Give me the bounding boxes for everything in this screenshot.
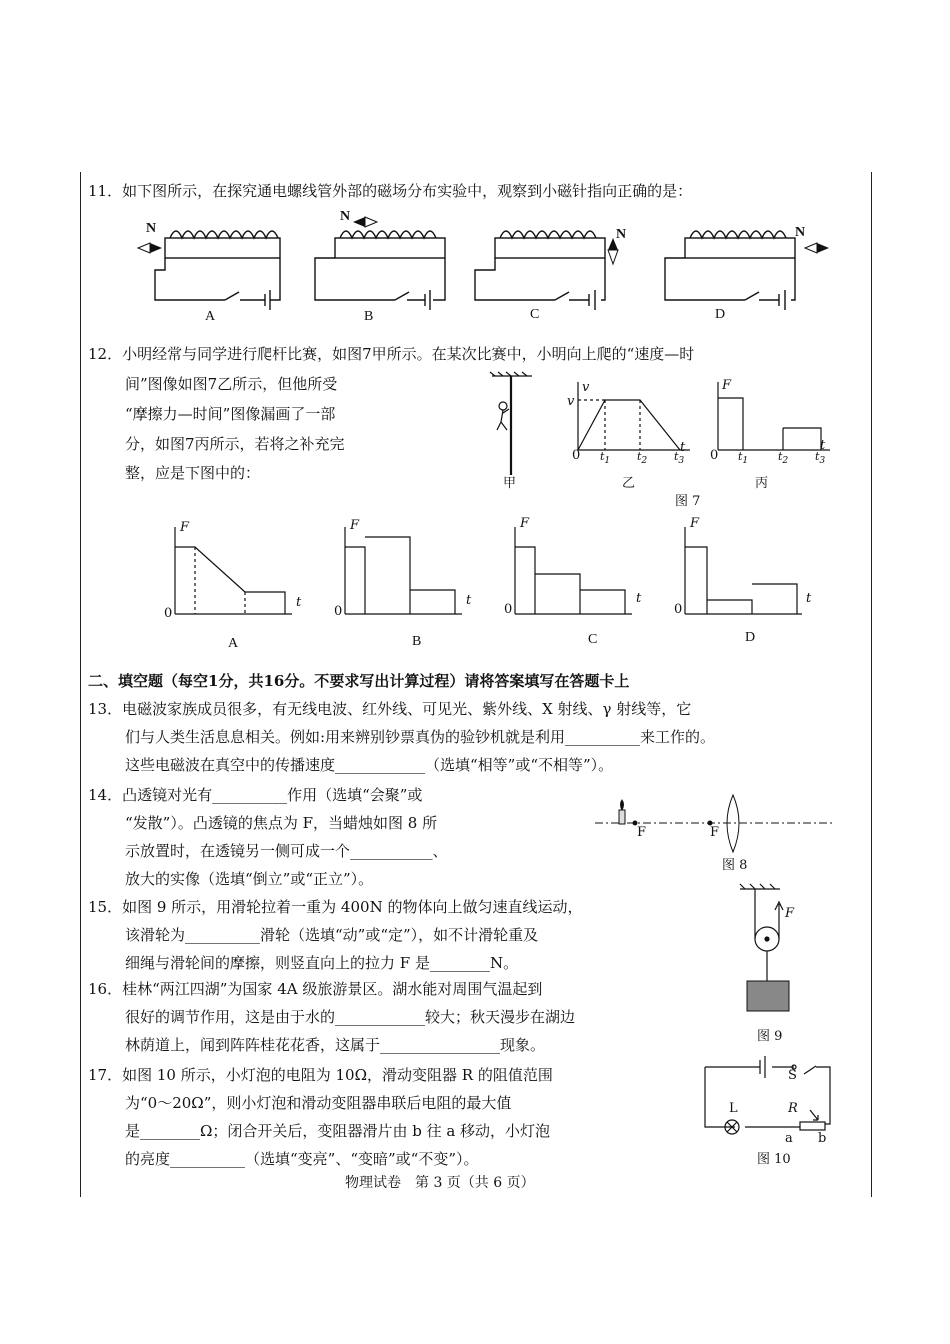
- q11-option-b: B: [364, 309, 374, 324]
- fig7-caption: 图 7: [675, 494, 701, 509]
- q14-line-3: 示放置时，在透镜另一侧可成一个___________、: [125, 842, 448, 860]
- q12-graph-c-origin: 0: [504, 602, 513, 617]
- q17-line-3: 是________Ω；闭合开关后，变阻器滑片由 b 往 a 移动，小灯泡: [125, 1122, 551, 1140]
- fig7-label-yi: 乙: [622, 476, 636, 491]
- q12-graph-c-f: F: [520, 516, 530, 531]
- fig7-yi-v-level: v: [567, 394, 575, 409]
- fig10-switch-label: S: [788, 1068, 797, 1083]
- q12-line-5: 整，应是下图中的：: [125, 464, 261, 482]
- q12-line-4: 分，如图7丙所示，若将之补充完: [125, 435, 345, 453]
- q16-line-3: 林荫道上，闻到阵阵桂花花香，这属于________________现象。: [125, 1036, 546, 1054]
- q17-line-1: 17．如图 10 所示，小灯泡的电阻为 10Ω，滑动变阻器 R 的阻值范围: [88, 1066, 553, 1084]
- fig9-force-label: F: [785, 906, 795, 921]
- q13-line-2: 们与人类生活息息相关。例如:用来辨别钞票真伪的验钞机就是利用__________来工作的。: [125, 728, 716, 746]
- solenoid-c: [475, 231, 605, 310]
- q12-graph-b-f: F: [350, 518, 360, 533]
- fig10-caption: 图 10: [757, 1152, 791, 1167]
- solenoid-d: [665, 231, 795, 310]
- q14-line-1: 14．凸透镜对光有__________作用（选填“会聚”或: [88, 786, 423, 804]
- fig7-bing-t2: $t_2$: [778, 450, 789, 467]
- fig10-resistor-label: R: [788, 1101, 798, 1116]
- compass-needle-d: [805, 243, 829, 253]
- north-label-a: N: [146, 221, 157, 236]
- q15-line-1: 15．如图 9 所示，用滑轮拉着一重为 400N 的物体向上做匀速直线运动，: [88, 898, 583, 916]
- q12-graph-a: [175, 527, 292, 614]
- fig8-caption: 图 8: [722, 858, 748, 873]
- q12-graph-b-t: t: [466, 593, 472, 608]
- q12-graph-b-origin: 0: [334, 604, 343, 619]
- q12-graph-d-origin: 0: [674, 602, 683, 617]
- q12-graph-a-t: t: [296, 595, 302, 610]
- q12-option-a: A: [228, 636, 239, 651]
- q11-option-d: D: [715, 307, 726, 322]
- page-footer: 物理试卷 第 3 页（共 6 页）: [345, 1175, 535, 1191]
- compass-needle-a: [138, 243, 162, 253]
- q12-option-graphs: [170, 522, 820, 632]
- q11-text: 11．如下图所示，在探究通电螺线管外部的磁场分布实验中，观察到小磁针指向正确的是：: [88, 182, 693, 200]
- q12-line-3: “摩擦力—时间”图像漏画了一部: [125, 405, 336, 423]
- q12-graph-d-f: F: [690, 516, 700, 531]
- q12-graph-b: [345, 527, 462, 614]
- q13-line-3: 这些电磁波在真空中的传播速度____________（选填“相等”或“不相等”）。: [125, 756, 614, 774]
- q12-graph-a-origin: 0: [164, 606, 173, 621]
- q12-line-2: 间”图像如图7乙所示，但他所受: [125, 375, 338, 393]
- fig7-bing-t1: $t_1$: [738, 450, 749, 467]
- solenoid-a: [155, 231, 280, 310]
- q14-line-2: “发散”）。凸透镜的焦点为 F，当蜡烛如图 8 所: [125, 814, 438, 832]
- fig7-jia-pole: [487, 373, 537, 478]
- fig8-focus-right-label: F: [710, 825, 720, 840]
- q17-line-2: 为“0～20Ω”，则小灯泡和滑动变阻器串联后电阻的最大值: [125, 1094, 512, 1112]
- fig7-yi-t2: $t_2$: [637, 450, 648, 467]
- fig7-bing-force-graph: [715, 380, 835, 460]
- section-2-heading: 二、填空题（每空1分，共16分。不要求写出计算过程）请将答案填写在答题卡上: [88, 672, 630, 690]
- fig7-bing-f-axis: F: [722, 378, 732, 393]
- fig7-yi-v-axis: v: [582, 380, 590, 395]
- q12-line-1: 12．小明经常与同学进行爬杆比赛，如图7甲所示。在某次比赛中，小明向上爬的“速度—时: [88, 345, 695, 363]
- fig8-lens-diagram: [595, 790, 845, 860]
- q15-line-2: 该滑轮为__________滑轮（选填“动”或“定”），如不计滑轮重及: [125, 926, 539, 944]
- fig7-bing-origin: 0: [710, 448, 719, 463]
- q16-line-2: 很好的调节作用，这是由于水的____________较大；秋天漫步在湖边: [125, 1008, 576, 1026]
- fig9-pulley: [735, 884, 815, 1024]
- q12-graph-a-f: F: [180, 520, 190, 535]
- fig10-end-b: b: [818, 1131, 827, 1146]
- fig7-yi-t-axis: t: [680, 440, 686, 455]
- q12-option-c: C: [588, 632, 598, 647]
- q17-line-4: 的亮度__________（选填“变亮”、“变暗”或“不变”）。: [125, 1150, 479, 1168]
- q13-line-1: 13．电磁波家族成员很多，有无线电波、红外线、可见光、紫外线、X 射线、γ 射线等，它: [88, 700, 692, 718]
- q12-graph-d: [685, 527, 802, 614]
- q15-line-3: 细绳与滑轮间的摩擦，则竖直向上的拉力 F 是________N。: [125, 954, 519, 972]
- fig7-yi-origin: 0: [572, 448, 581, 463]
- fig7-yi-t3: $t_3$: [674, 450, 685, 467]
- q11-figures: [110, 208, 870, 348]
- fig7-yi-t1: $t_1$: [600, 450, 611, 467]
- compass-needle-b: [353, 217, 377, 227]
- fig9-caption: 图 9: [757, 1029, 783, 1044]
- q12-option-d: D: [745, 630, 756, 645]
- q12-graph-c-t: t: [636, 591, 642, 606]
- q12-graph-d-t: t: [806, 591, 812, 606]
- q14-line-4: 放大的实像（选填“倒立”或“正立”）。: [125, 870, 374, 888]
- q11-option-a: A: [205, 309, 216, 324]
- q11-option-c: C: [530, 307, 540, 322]
- q12-graph-c: [515, 527, 632, 614]
- north-label-d: N: [795, 225, 806, 240]
- north-label-c: N: [616, 227, 627, 242]
- q16-line-1: 16．桂林“两江四湖”为国家 4A 级旅游景区。湖水能对周围气温起到: [88, 980, 543, 998]
- fig10-end-a: a: [785, 1131, 793, 1146]
- solenoid-b: [315, 231, 445, 310]
- fig10-lamp-label: L: [729, 1101, 738, 1116]
- fig7-bing-t3: $t_3$: [815, 450, 826, 467]
- fig7-label-jia: 甲: [503, 476, 517, 491]
- fig7-yi-velocity-graph: [575, 380, 695, 460]
- q12-option-b: B: [412, 634, 422, 649]
- fig7-label-bing: 丙: [755, 476, 769, 491]
- north-label-b: N: [340, 209, 351, 224]
- fig8-focus-left-label: F: [637, 825, 647, 840]
- fig7-bing-t-axis: t: [820, 438, 826, 453]
